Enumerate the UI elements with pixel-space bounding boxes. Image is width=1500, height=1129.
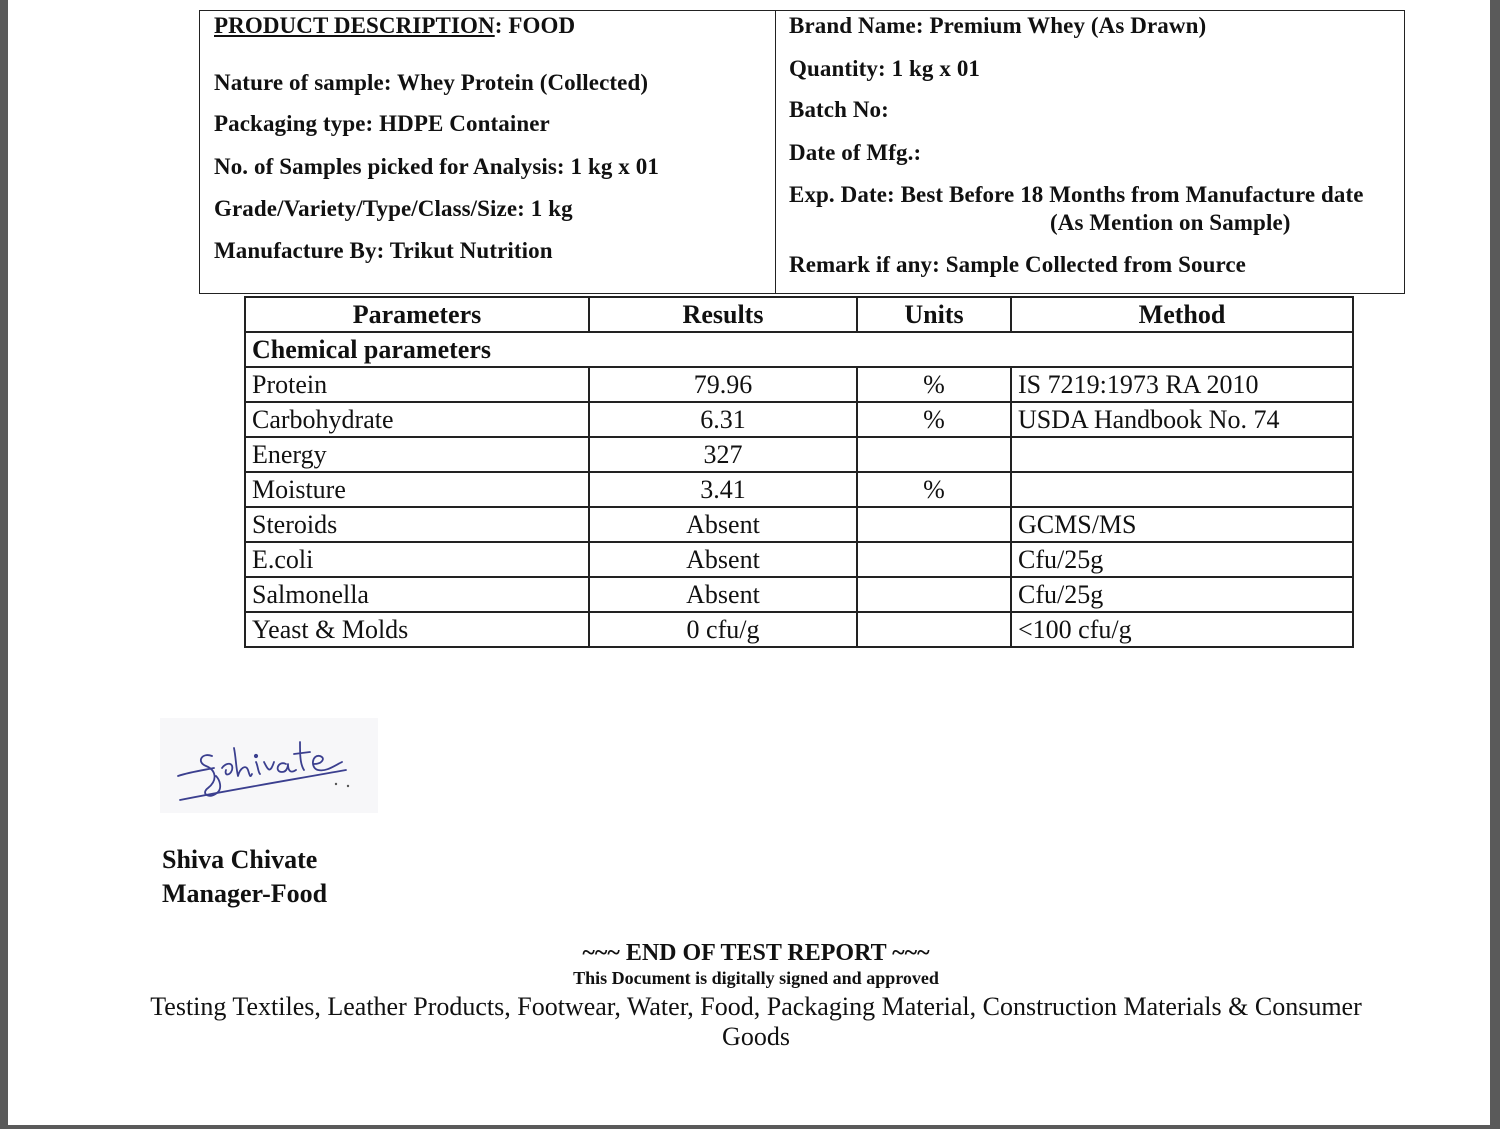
product-description-value: : FOOD — [494, 13, 576, 38]
nature-of-sample: Nature of sample: Whey Protein (Collected) — [214, 70, 649, 95]
param-cell: Energy — [245, 437, 589, 472]
result-cell: 0 cfu/g — [589, 612, 857, 647]
signature-image — [160, 718, 378, 813]
param-cell: Moisture — [245, 472, 589, 507]
table-row — [245, 367, 1353, 402]
method-cell: <100 cfu/g — [1011, 612, 1353, 647]
method-cell — [1011, 472, 1353, 507]
table-row — [245, 472, 1353, 507]
result-cell: Absent — [589, 577, 857, 612]
table-row — [245, 577, 1353, 612]
testing-scope-line1: Testing Textiles, Leather Products, Footwear, Water, Food, Packaging Material, Construction Materials & Consumer — [150, 992, 1362, 1021]
product-description-label: PRODUCT DESCRIPTION — [214, 13, 495, 38]
result-cell: 6.31 — [589, 402, 857, 437]
result-cell: Absent — [589, 507, 857, 542]
unit-cell: % — [857, 472, 1011, 507]
method-cell — [1011, 437, 1353, 472]
unit-cell — [857, 577, 1011, 612]
product-info-box — [199, 10, 1405, 294]
quantity: Quantity: 1 kg x 01 — [789, 56, 981, 81]
header-results: Results — [589, 297, 857, 332]
report-page — [8, 0, 1490, 1125]
signer-name: Shiva Chivate — [162, 845, 318, 874]
unit-cell — [857, 612, 1011, 647]
samples-picked: No. of Samples picked for Analysis: 1 kg x 01 — [214, 154, 659, 179]
exp-note: (As Mention on Sample) — [1050, 210, 1291, 235]
results-table — [244, 296, 1354, 648]
packaging-type: Packaging type: HDPE Container — [214, 111, 550, 136]
table-row — [245, 542, 1353, 577]
result-cell: 327 — [589, 437, 857, 472]
param-cell: Salmonella — [245, 577, 589, 612]
end-of-report: ~~~ END OF TEST REPORT ~~~ — [582, 940, 930, 966]
table-header-row — [245, 297, 1353, 332]
unit-cell — [857, 542, 1011, 577]
param-cell: Protein — [245, 367, 589, 402]
method-cell: GCMS/MS — [1011, 507, 1353, 542]
section-chemical-parameters: Chemical parameters — [245, 332, 1353, 367]
table-row — [245, 437, 1353, 472]
param-cell: Carbohydrate — [245, 402, 589, 437]
batch-no: Batch No: — [789, 97, 889, 122]
param-cell: Steroids — [245, 507, 589, 542]
method-cell: Cfu/25g — [1011, 542, 1353, 577]
table-row — [245, 612, 1353, 647]
header-units: Units — [857, 297, 1011, 332]
table-row — [245, 507, 1353, 542]
signature-scribble — [160, 718, 378, 813]
unit-cell: % — [857, 367, 1011, 402]
result-cell: 79.96 — [589, 367, 857, 402]
grade-size: Grade/Variety/Type/Class/Size: 1 kg — [214, 196, 573, 221]
date-of-mfg: Date of Mfg.: — [789, 140, 922, 165]
method-cell: IS 7219:1973 RA 2010 — [1011, 367, 1353, 402]
brand-name: Brand Name: Premium Whey (As Drawn) — [789, 13, 1207, 38]
unit-cell — [857, 507, 1011, 542]
section-row — [245, 332, 1353, 367]
result-cell: 3.41 — [589, 472, 857, 507]
unit-cell: % — [857, 402, 1011, 437]
exp-date: Exp. Date: Best Before 18 Months from Manufacture date — [789, 182, 1364, 207]
header-parameters: Parameters — [245, 297, 589, 332]
param-cell: E.coli — [245, 542, 589, 577]
remark: Remark if any: Sample Collected from Source — [789, 252, 1246, 277]
method-cell: USDA Handbook No. 74 — [1011, 402, 1353, 437]
header-method: Method — [1011, 297, 1353, 332]
table-row — [245, 402, 1353, 437]
product-description — [214, 13, 575, 39]
digital-signature-note: This Document is digitally signed and approved — [573, 968, 939, 988]
testing-scope-line2: Goods — [722, 1022, 790, 1051]
method-cell: Cfu/25g — [1011, 577, 1353, 612]
info-divider — [775, 11, 776, 293]
unit-cell — [857, 437, 1011, 472]
manufacturer: Manufacture By: Trikut Nutrition — [214, 238, 553, 263]
result-cell: Absent — [589, 542, 857, 577]
signer-title: Manager-Food — [162, 879, 328, 908]
param-cell: Yeast & Molds — [245, 612, 589, 647]
